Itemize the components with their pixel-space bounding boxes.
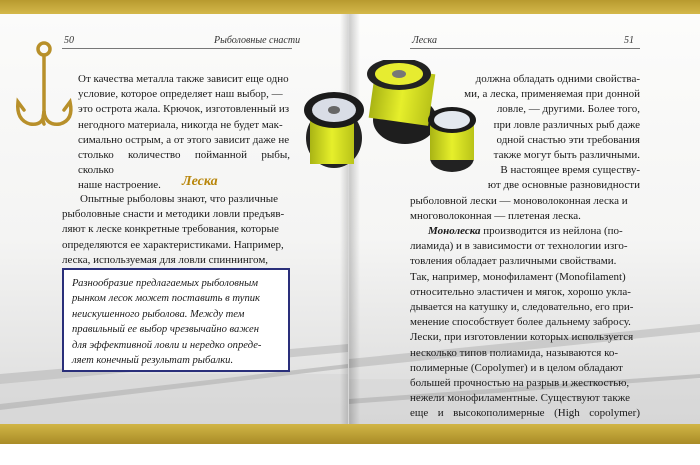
mono-term: Монолеска bbox=[428, 225, 481, 237]
text-line: От качества металла также зависит еще одно bbox=[78, 73, 289, 85]
callout-line: для эффективной ловли и нередко опреде- bbox=[72, 339, 262, 351]
text-line: Лески, при изготовлении которых используется bbox=[410, 331, 634, 344]
text-line: большей прочностью на разрыв и жесткостью, bbox=[410, 377, 630, 390]
callout-box bbox=[62, 268, 290, 372]
text-line: леска, используемая для ловли спиннингом, bbox=[62, 253, 269, 266]
top-gold-band bbox=[0, 0, 700, 14]
callout-line: ляет конечный результат рыбалки. bbox=[72, 355, 234, 367]
text-line: условие, которое определяет наш выбор, — bbox=[78, 88, 283, 101]
text-line: несколько типов полиамида, называются ко- bbox=[410, 346, 619, 359]
text-line: это острота жала. Крючок, изготовленный из bbox=[78, 103, 290, 116]
text-line: лиамида) и в зависимости от технологии изго- bbox=[410, 240, 628, 253]
text-line bbox=[410, 224, 640, 239]
callout-line: неискушенного рыболова. Между тем bbox=[72, 308, 245, 320]
text-line: относительно эластичен и мягок, хорошо укла- bbox=[410, 285, 631, 298]
callout-line: рынком лесок может поставить в тупик bbox=[72, 293, 261, 305]
text-line: дывается на катушку и, следовательно, его при- bbox=[410, 301, 634, 314]
callout-line: правильный ее выбор чрезвычайно важен bbox=[72, 324, 260, 336]
text-line: должна обладать одними свойства- bbox=[475, 73, 640, 85]
text-line: одной снастью эти требования bbox=[496, 133, 640, 146]
text-line: ляют к леске конкретные требования, которые bbox=[62, 223, 279, 236]
text-line: столько количество пойманной рыбы, сколько bbox=[78, 149, 290, 177]
text-line: при ловле различных рыб даже bbox=[493, 118, 640, 131]
right-header-rule bbox=[410, 48, 640, 49]
text-line: В настоящее время существу- bbox=[500, 164, 640, 177]
text-line: рыболовные снасти и методики ловли предъяв- bbox=[62, 208, 285, 221]
text-line: наше настроение. bbox=[78, 179, 161, 192]
text-line: негодного материала, никогда не будет мак- bbox=[78, 118, 283, 131]
text-line: товления обладает различными свойствами. bbox=[410, 255, 617, 268]
left-running-head: Рыболовные снасти bbox=[214, 35, 301, 46]
text-line: еще и высокополимерные (High copolymer) bbox=[410, 407, 640, 420]
text-line: определяются ее характеристиками. Например, bbox=[62, 238, 284, 251]
right-running-head: Леска bbox=[412, 35, 437, 46]
bottom-gold-band bbox=[0, 424, 700, 444]
text-line: также могут быть различными. bbox=[493, 149, 640, 162]
right-intro-text bbox=[410, 72, 640, 224]
left-section-text bbox=[62, 192, 292, 268]
text-line: рыболовной лески — моноволоконная леска и bbox=[410, 194, 628, 207]
callout-line: Разнообразие предлагаемых рыболовным bbox=[72, 278, 259, 289]
text-line: Опытные рыболовы знают, что различные bbox=[80, 193, 279, 205]
left-header-rule bbox=[62, 48, 292, 49]
text-line: нежели монофиламентные. Существуют также bbox=[410, 392, 630, 405]
right-page-number: 51 bbox=[624, 35, 634, 46]
text-line: многоволоконная — плетеная леска. bbox=[410, 209, 581, 222]
monofilament-text bbox=[410, 224, 640, 437]
left-page-number: 50 bbox=[64, 35, 74, 46]
text-line: симально острым, а от этого зависит даже не bbox=[78, 133, 290, 146]
mono-first-rest: производится из нейлона (по- bbox=[480, 225, 623, 237]
text-line: полимерные (Copolymer) и в целом обладают bbox=[410, 361, 623, 374]
text-line: Так, например, монофиламент (Monofilament) bbox=[410, 270, 626, 283]
text-line: менение способствует более дальнему забросу. bbox=[410, 316, 631, 329]
treble-hook-icon bbox=[8, 40, 80, 132]
section-title: Леска bbox=[182, 174, 218, 189]
text-line: ми, а леска, применяемая при донной bbox=[464, 88, 640, 101]
text-line: ловле, — другими. Более того, bbox=[496, 103, 640, 116]
text-line: ют две основные разновидности bbox=[487, 179, 640, 192]
